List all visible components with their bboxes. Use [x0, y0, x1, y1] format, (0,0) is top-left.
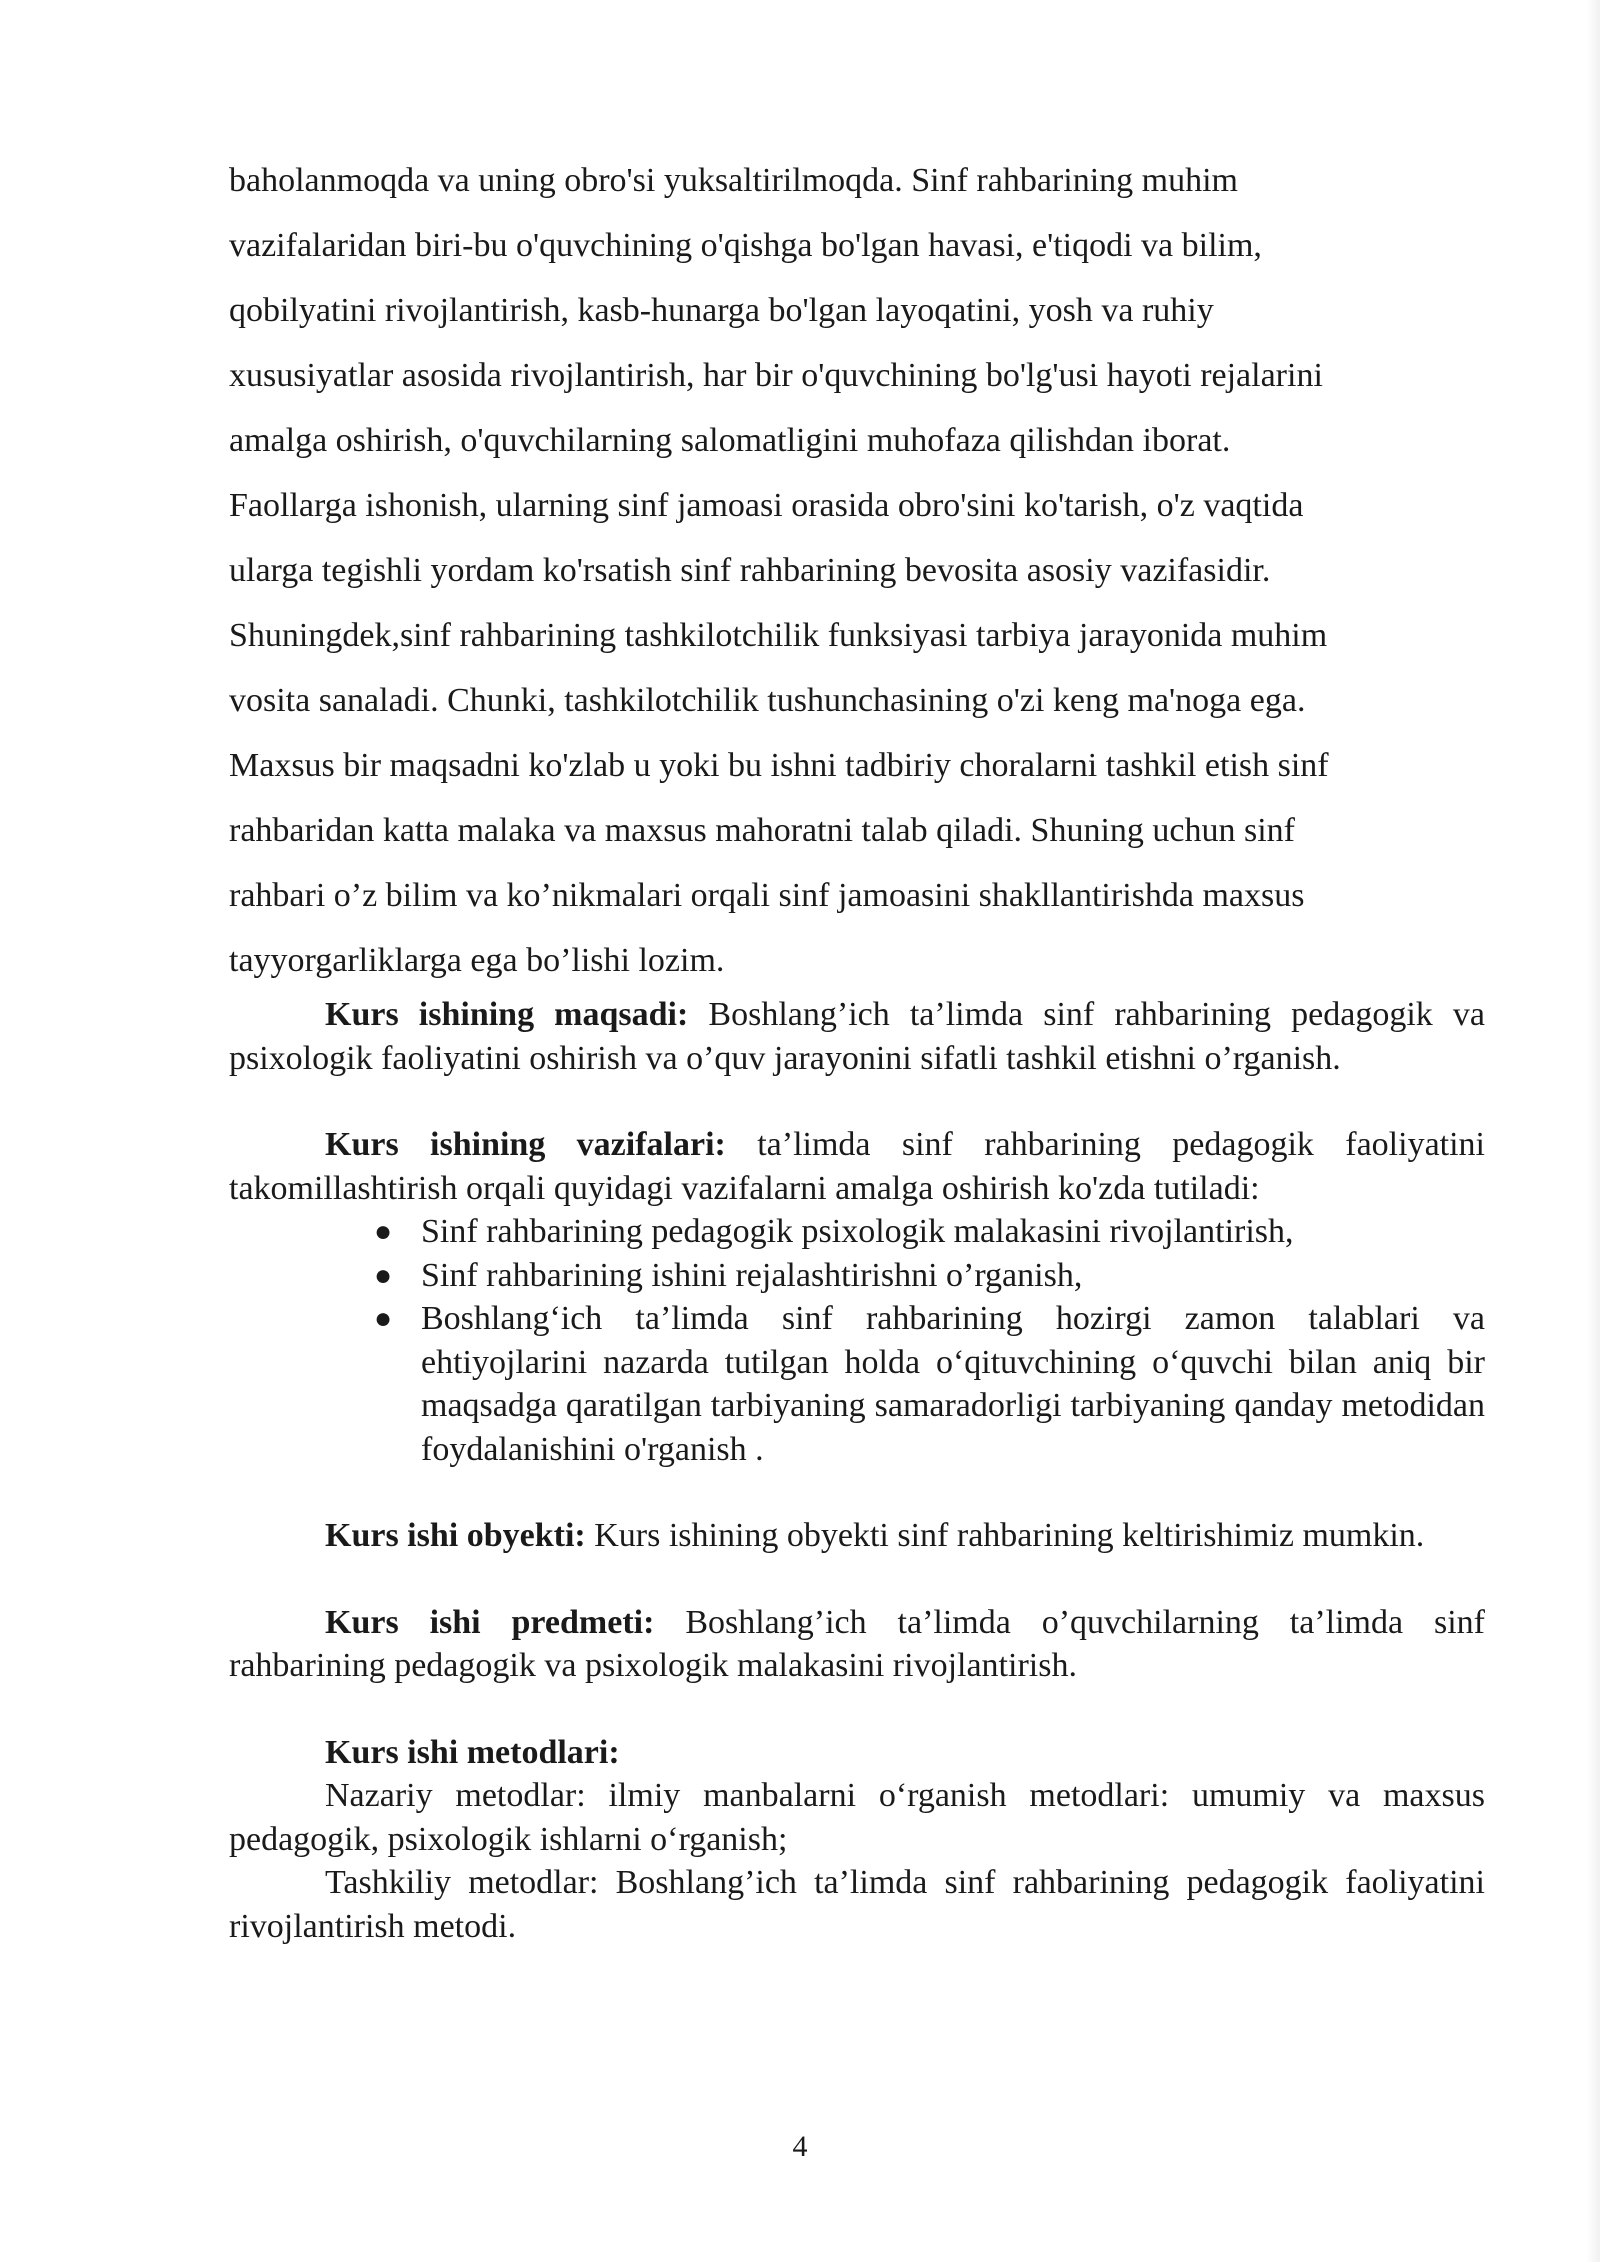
intro-paragraph: [229, 148, 1485, 993]
intro-line: tayyorgarliklarga ega bo’lishi lozim.: [229, 942, 725, 979]
list-item-text: Boshlang‘ich ta’limda sinf rahbarining hozirgi zamon talablari va ehtiyojlarini nazarda tutilgan holda o‘qituvchining o‘quvchi bilan aniq bir maqsadga qaratilgan tarbiyaning samaradorligi tarbiyaning qanday metodidan foydalanishini o'rganish .: [421, 1300, 1485, 1468]
intro-line: Shuningdek,sinf rahbarining tashkilotchilik funksiyasi tarbiya jarayonida muhim: [229, 617, 1328, 654]
page-number: 4: [792, 2130, 808, 2163]
bullet-icon: ●: [374, 1258, 393, 1292]
document-page-body: [229, 148, 1485, 1948]
bullet-icon: ●: [374, 1302, 393, 1335]
methods-label: Kurs ishi metodlari:: [325, 1733, 620, 1771]
intro-line: baholanmoqda va uning obro'si yuksaltirilmoqda. Sinf rahbarining muhim: [229, 162, 1238, 199]
intro-line: xususiyatlar asosida rivojlantirish, har bir o'quvchining bo'lg'usi hayoti rejalarini: [229, 357, 1323, 394]
page-edge-shadow: [1586, 0, 1600, 2262]
tasks-label: Kurs ishining vazifalari:: [325, 1126, 726, 1163]
intro-line: Faollarga ishonish, ularning sinf jamoasi orasida obro'sini ko'tarish, o'z vaqtida: [229, 487, 1304, 524]
goal-text: Boshlang’ich ta’limda sinf rahbarining pedagogik va psixologik faoliyatini oshirish va o’quv jarayonini sifatli tashkil etishni o’rganish.: [229, 996, 1485, 1077]
subject-text: Boshlang’ich ta’limda o’quvchilarning ta’limda sinf rahbarining pedagogik va psixologik malakasini rivojlantirish.: [229, 1603, 1485, 1684]
intro-line: vosita sanaladi. Chunki, tashkilotchilik tushunchasining o'zi keng ma'noga ega.: [229, 682, 1306, 719]
tasks-text: ta’limda sinf rahbarining pedagogik faoliyatini takomillashtirish orqali quyidagi vazifalarni amalga oshirish ko'zda tutiladi:: [229, 1126, 1486, 1207]
intro-line: amalga oshirish, o'quvchilarning salomatligini muhofaza qilishdan iborat.: [229, 422, 1231, 459]
intro-line: ularga tegishli yordam ko'rsatish sinf rahbarining bevosita asosiy vazifasidir.: [229, 552, 1271, 589]
list-item: [229, 1297, 1485, 1471]
tasks-list: [229, 1210, 1485, 1471]
list-item: [229, 1210, 1485, 1254]
theoretical-methods-paragraph: Nazariy metodlar: ilmiy manbalarni o‘rganish metodlari: umumiy va maxsus pedagogik, psixologik ishlarni o‘rganish;: [229, 1777, 1485, 1858]
goal-label: Kurs ishining maqsadi:: [325, 996, 689, 1033]
organizational-methods-paragraph: Tashkiliy metodlar: Boshlang’ich ta’limda sinf rahbarining pedagogik faoliyatini rivojlantirish metodi.: [229, 1864, 1485, 1945]
methods-heading: [229, 1731, 1485, 1775]
list-item-text: Sinf rahbarining ishini rejalashtirishni o’rganish,: [421, 1256, 1083, 1294]
subject-paragraph: [229, 1601, 1485, 1688]
object-text: Kurs ishining obyekti sinf rahbarining keltirishimiz mumkin.: [585, 1517, 1425, 1554]
goal-paragraph: [229, 993, 1485, 1080]
list-item: [229, 1254, 1485, 1298]
intro-line: rahbari o’z bilim va ko’nikmalari orqali sinf jamoasini shakllantirishda maxsus: [229, 877, 1305, 914]
object-paragraph: [229, 1514, 1485, 1558]
tasks-paragraph: [229, 1123, 1485, 1210]
bullet-icon: ●: [374, 1215, 393, 1248]
intro-line: Maxsus bir maqsadni ko'zlab u yoki bu ishni tadbiriy choralarni tashkil etish sinf: [229, 747, 1329, 784]
subject-label: Kurs ishi predmeti:: [325, 1603, 655, 1641]
intro-line: vazifalaridan biri-bu o'quvchining o'qishga bo'lgan havasi, e'tiqodi va bilim,: [229, 227, 1262, 264]
intro-line: rahbaridan katta malaka va maxsus mahoratni talab qiladi. Shuning uchun sinf: [229, 812, 1295, 849]
object-label: Kurs ishi obyekti:: [325, 1517, 586, 1554]
list-item-text: Sinf rahbarining pedagogik psixologik malakasini rivojlantirish,: [421, 1213, 1294, 1250]
intro-line: qobilyatini rivojlantirish, kasb-hunarga bo'lgan layoqatini, yosh va ruhiy: [229, 292, 1214, 329]
